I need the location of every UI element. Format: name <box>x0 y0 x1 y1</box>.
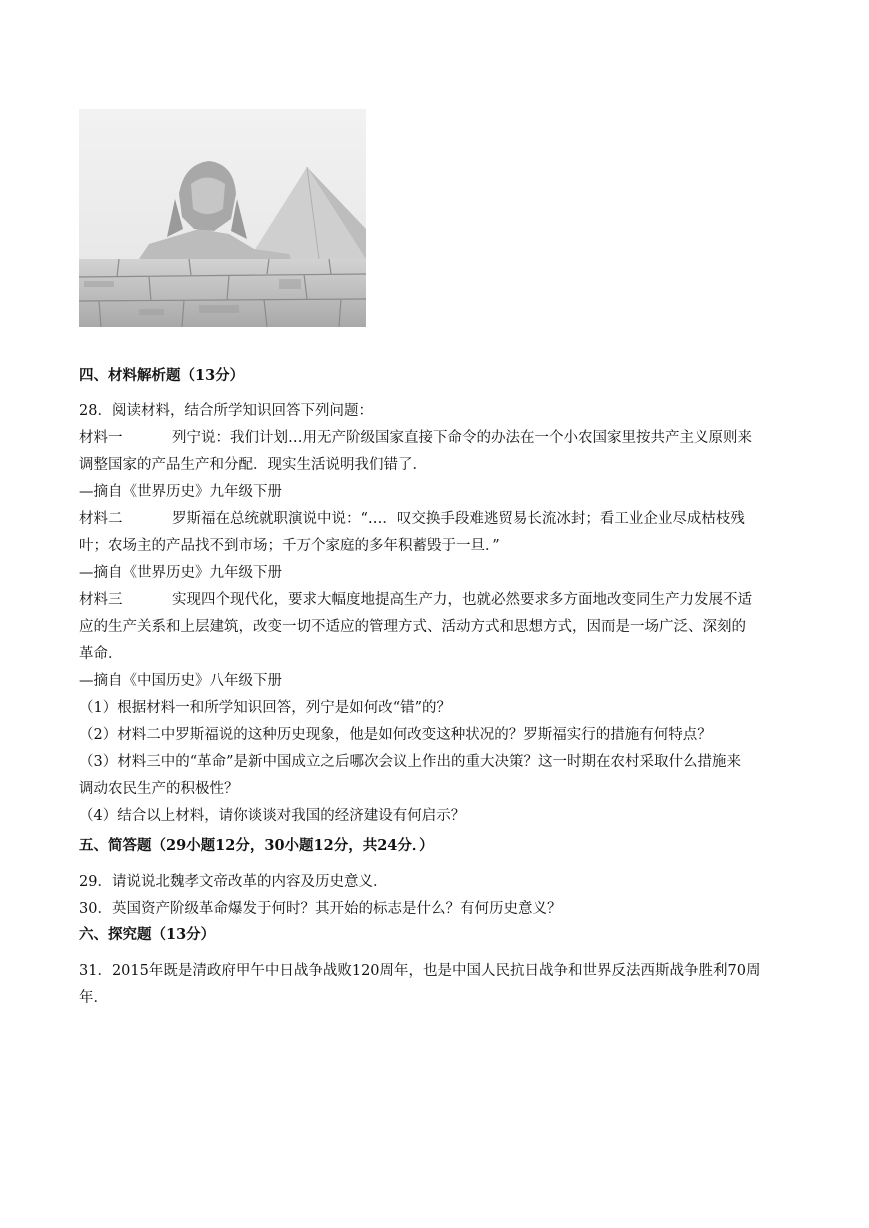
material-2-source: —摘自《世界历史》九年级下册 <box>79 565 282 581</box>
material-2-line-1 <box>79 506 799 533</box>
sphinx-pyramid-illustration <box>79 109 366 327</box>
material-1-label: 材料一 <box>79 430 123 446</box>
sub-question-4: （4）结合以上材料，请你谈谈对我国的经济建设有何启示？ <box>79 808 466 824</box>
sub-question-3-line-2: 调动农民生产的积极性？ <box>79 781 239 797</box>
material-1-line-2: 调整国家的产品生产和分配．现实生活说明我们错了． <box>79 457 427 473</box>
material-3-line-1 <box>79 587 799 614</box>
material-3-label: 材料三 <box>79 592 123 608</box>
section-5-heading: 五、简答题（29小题12分，30小题12分，共24分．） <box>79 837 434 854</box>
material-2-line-2: 叶；农场主的产品找不到市场；千万个家庭的多年积蓄毁于一旦．” <box>79 538 500 554</box>
question-29-30 <box>79 869 799 923</box>
q28-prompt: 28．阅读材料，结合所学知识回答下列问题： <box>79 403 373 419</box>
question-31-line-1: 31．2015年既是清政府甲午中日战争战败120周年，也是中国人民抗日战争和世界反法西斯战争胜利70周 <box>79 963 761 979</box>
sphinx-pyramid-photo <box>79 109 366 327</box>
sub-question-3-line-1: （3）材料三中的“革命”是新中国成立之后哪次会议上作出的重大决策？这一时期在农村采取什么措施来 <box>79 754 742 770</box>
material-1-text-1: 列宁说：我们计划…用无产阶级国家直接下命令的办法在一个小农国家里按共产主义原则来 <box>172 430 752 446</box>
material-1-source: —摘自《世界历史》九年级下册 <box>79 484 282 500</box>
question-28 <box>79 398 799 830</box>
question-29: 29．请说说北魏孝文帝改革的内容及历史意义． <box>79 874 388 890</box>
sub-question-2: （2）材料二中罗斯福说的这种历史现象，他是如何改变这种状况的？罗斯福实行的措施有何特点？ <box>79 727 712 743</box>
material-3-text-1: 实现四个现代化，要求大幅度地提高生产力，也就必然要求多方面地改变同生产力发展不适 <box>172 592 752 608</box>
question-31-line-2: 年． <box>79 990 108 1006</box>
material-2-label: 材料二 <box>79 511 123 527</box>
material-1-line-1 <box>79 425 799 452</box>
sub-question-1: （1）根据材料一和所学知识回答，列宁是如何改“错”的？ <box>79 700 452 716</box>
material-2-text-1: 罗斯福在总统就职演说中说：“…．叹交换手段难逃贸易长流冰封；看工业企业尽成枯枝残 <box>172 511 745 527</box>
material-3-source: —摘自《中国历史》八年级下册 <box>79 673 282 689</box>
material-3-line-2: 应的生产关系和上层建筑，改变一切不适应的管理方式、活动方式和思想方式，因而是一场广泛、深刻的 <box>79 619 746 635</box>
section-6-heading: 六、探究题（13分） <box>79 926 216 943</box>
question-30: 30．英国资产阶级革命爆发于何时？其开始的标志是什么？有何历史意义？ <box>79 901 562 917</box>
material-3-line-3: 革命． <box>79 646 123 662</box>
question-31 <box>79 958 799 1012</box>
section-4-heading: 四、材料解析题（13分） <box>79 367 245 384</box>
